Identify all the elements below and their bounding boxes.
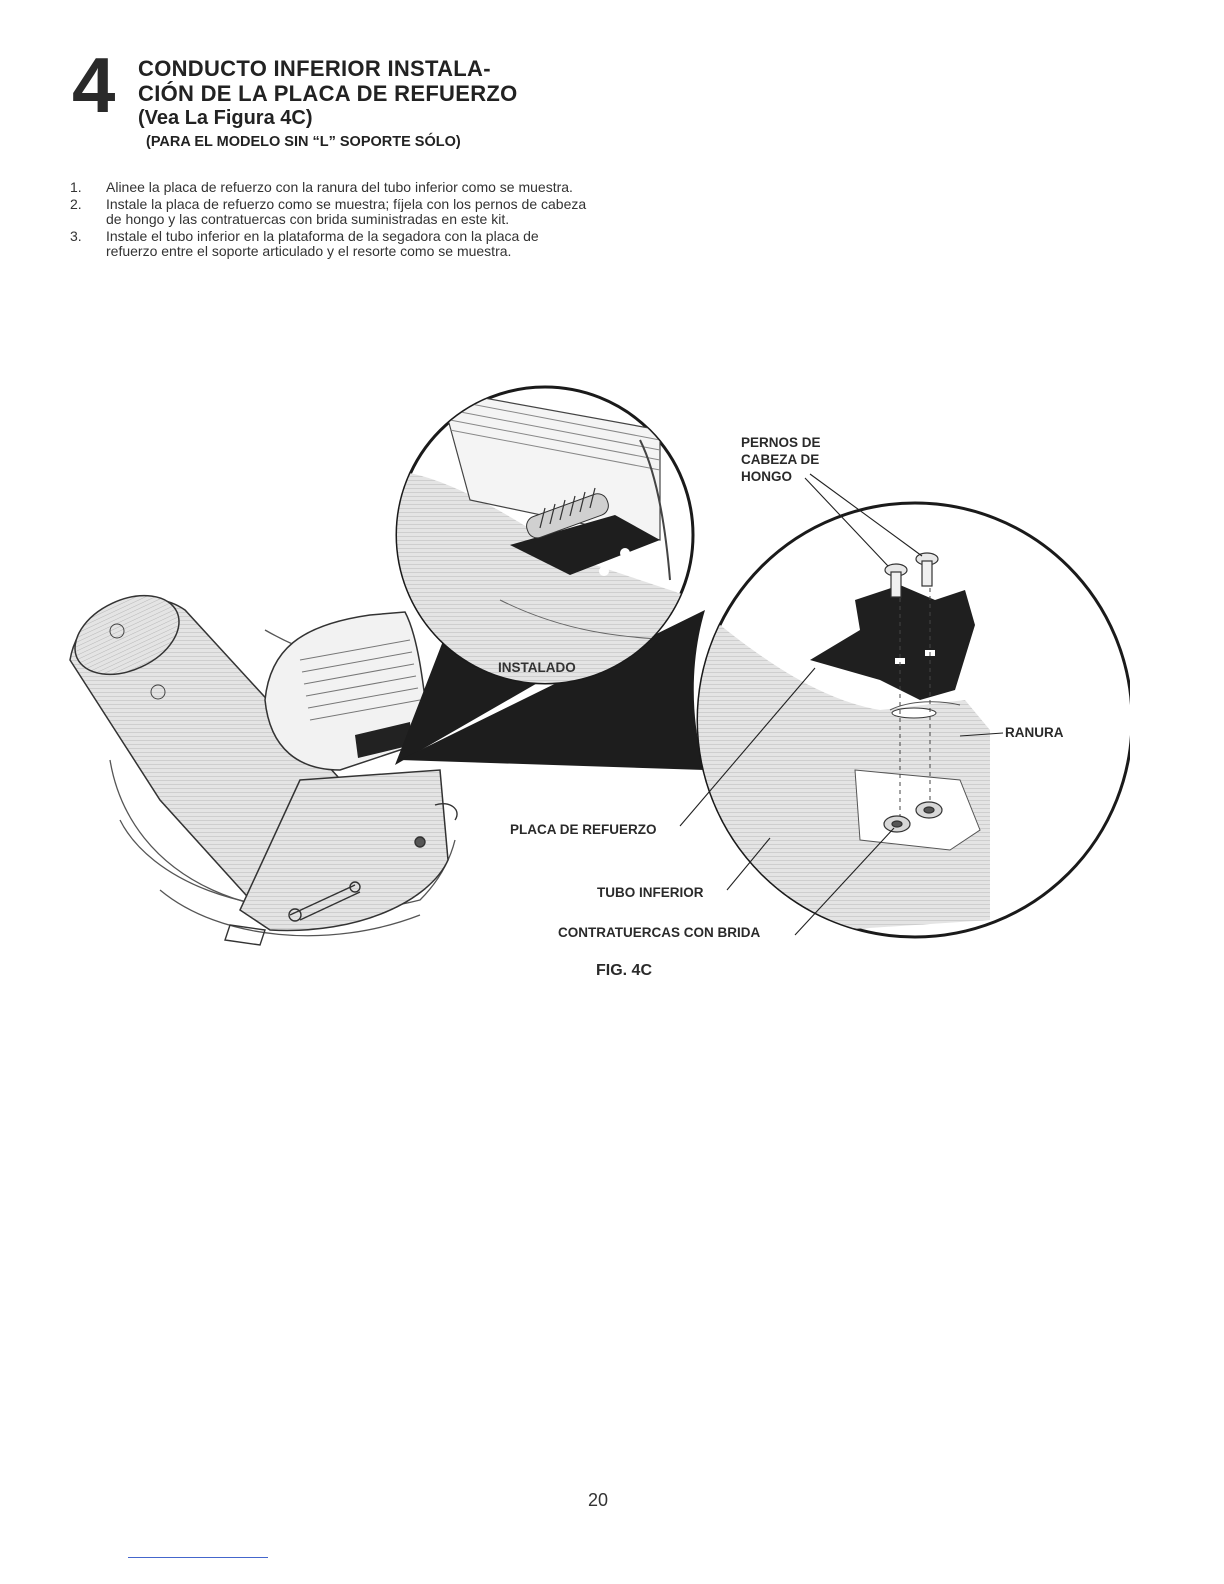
nuts-label: CONTRATUERCAS CON BRIDA <box>558 925 761 940</box>
step-index: 3. <box>70 227 82 244</box>
section-title-line-1: CONDUCTO INFERIOR INSTALA- <box>138 56 491 81</box>
step-number: 4 <box>72 41 116 129</box>
slot-label: RANURA <box>1005 725 1064 740</box>
instruction-step <box>70 180 590 196</box>
instruction-step <box>70 229 590 260</box>
assembly-illustration <box>60 385 1130 985</box>
installed-label: INSTALADO <box>498 660 576 675</box>
bolts-label-line-3: HONGO <box>741 469 793 484</box>
step-index: 1. <box>70 179 82 195</box>
instruction-list <box>70 180 590 261</box>
footer-rule <box>128 1557 268 1558</box>
bolts-label-line-2: CABEZA DE <box>741 452 820 467</box>
step-text: Instale la placa de refuerzo como se muestra; fíjela con los pernos de cabeza de hongo y las contratuercas con brida suministradas en este kit. <box>106 195 587 227</box>
figure-reference: (Vea La Figura 4C) <box>138 107 313 129</box>
instruction-step <box>70 197 590 228</box>
plate-label: PLACA DE REFUERZO <box>510 822 657 837</box>
figure-caption: FIG. 4C <box>596 962 653 979</box>
model-note: (PARA EL MODELO SIN “L” SOPORTE SÓLO) <box>146 134 461 150</box>
exploded-detail-circle <box>690 503 1130 940</box>
page-number: 20 <box>588 1490 609 1510</box>
bolts-label-line-1: PERNOS DE <box>741 435 821 450</box>
section-title-line-2: CIÓN DE LA PLACA DE REFUERZO <box>138 81 518 106</box>
step-text: Instale el tubo inferior en la plataforma de la segadora con la placa de refuerzo entre el soporte articulado y el resorte como se muestra. <box>106 227 539 259</box>
step-index: 2. <box>70 195 82 212</box>
step-text: Alinee la placa de refuerzo con la ranura del tubo inferior como se muestra. <box>106 179 573 195</box>
section-heading <box>138 56 698 152</box>
tube-label: TUBO INFERIOR <box>597 885 704 900</box>
